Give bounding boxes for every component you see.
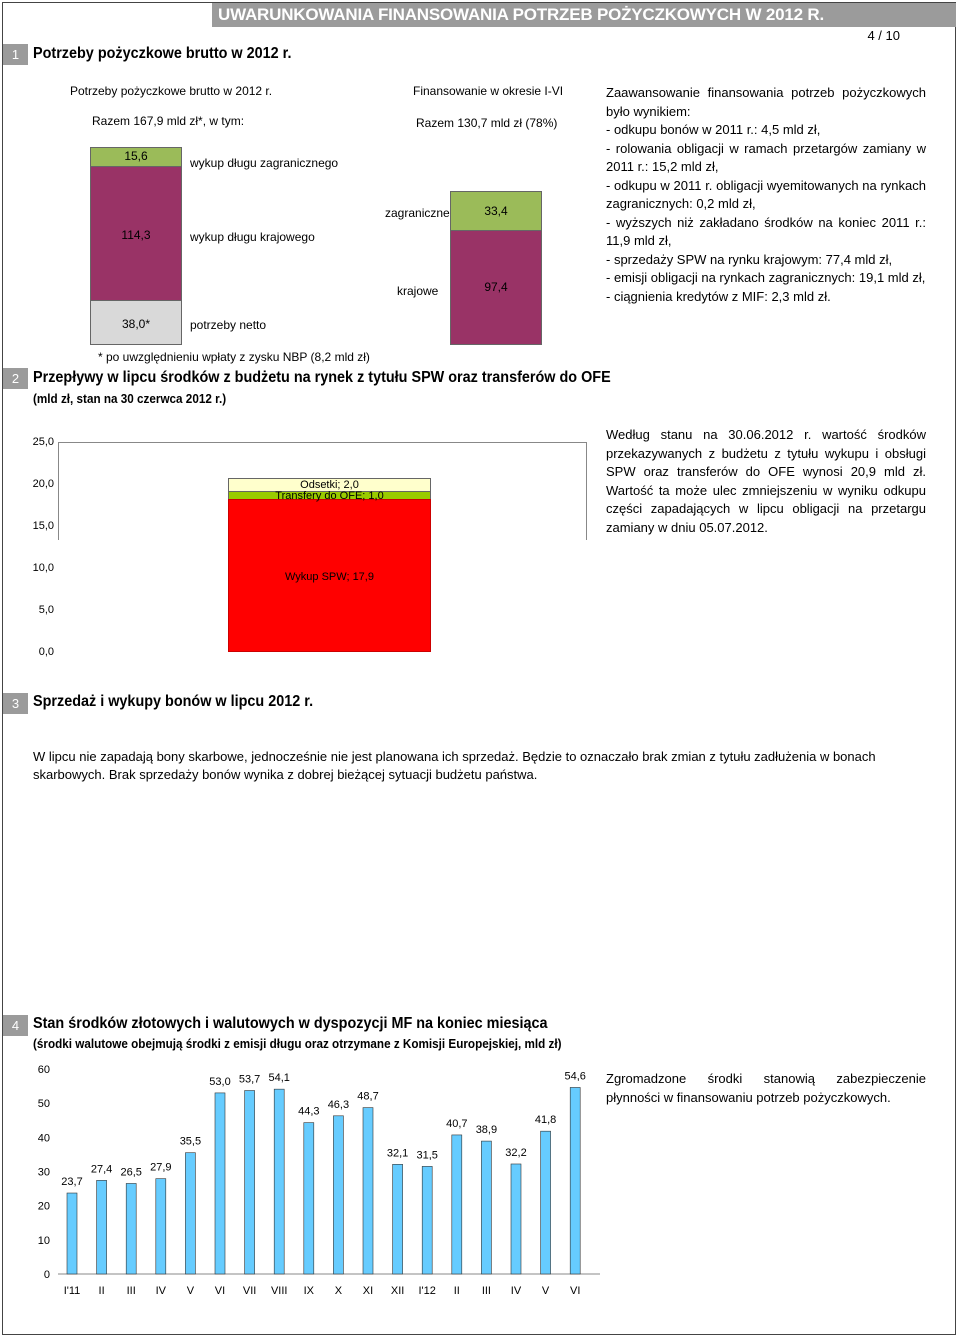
bar1-foreign-value: 15,6: [124, 149, 148, 163]
bar2-domestic-value: 97,4: [484, 280, 508, 294]
section-number-3: 3: [3, 693, 28, 714]
x-tick-label: XI: [362, 1285, 374, 1297]
bar2-foreign-value: 33,4: [484, 204, 508, 218]
page-number: 4 / 10: [867, 28, 900, 43]
spw-label: Wykup SPW; 17,9: [285, 571, 374, 583]
bar-value-label: 41,8: [534, 1114, 557, 1127]
bar: [363, 1108, 373, 1274]
bar-value-label: 31,5: [416, 1149, 438, 1162]
bar-value-label: 40,7: [446, 1117, 468, 1130]
x-tick-label: IV: [155, 1285, 167, 1297]
y-tick: 25,0: [32, 436, 54, 448]
side-line: - ciągnienia kredytów z MIF: 2,3 mld zł.: [606, 288, 831, 304]
y-tick-label: 10: [37, 1234, 50, 1247]
x-tick-label: III: [126, 1285, 136, 1297]
x-tick-label: II: [98, 1285, 105, 1297]
bar-value-label: 46,3: [327, 1098, 350, 1111]
sec1-side-text: [606, 84, 926, 306]
bar: [97, 1180, 107, 1274]
bar: [304, 1123, 314, 1274]
bar1-domestic-label: wykup długu krajowego: [190, 230, 315, 244]
chart2-caption: Finansowanie w okresie I-VI: [413, 84, 564, 98]
section-title-2: Przepływy w lipcu środków z budżetu na rynek z tytułu SPW oraz transferów do OFE: [33, 369, 611, 386]
bar1-domestic-value: 114,3: [121, 228, 151, 242]
bar-value-label: 48,7: [357, 1090, 379, 1103]
interest-label: Odsetki; 2,0: [300, 479, 359, 491]
x-tick-label: XII: [390, 1285, 405, 1297]
bar1-net-value: 38,0*: [121, 317, 151, 331]
side-line: - wyższych niż zakładano środków na koniec 2011 r.: 11,9 mld zł,: [606, 214, 926, 248]
x-tick-label: V: [186, 1285, 195, 1297]
bar-value-label: 53,0: [209, 1075, 231, 1088]
bar: [570, 1087, 580, 1274]
x-tick-label: II: [453, 1285, 460, 1297]
section-title-3: Sprzedaż i wykupy bonów w lipcu 2012 r.: [33, 693, 314, 710]
x-tick-label: VII: [242, 1285, 257, 1297]
bar: [126, 1183, 136, 1274]
bar: [245, 1091, 255, 1274]
bar-value-label: 54,1: [268, 1072, 290, 1085]
section-number-1: 1: [3, 44, 28, 65]
bar-value-label: 44,3: [298, 1105, 320, 1118]
bar-value-label: 27,9: [150, 1161, 172, 1174]
sec3-text: W lipcu nie zapadają bony skarbowe, jednocześnie nie jest planowana ich sprzedaż. Będzie to oznaczało brak zmian z tytułu zadłużenia w bonach skarbowych. Brak sprzedaży bonów wynika z dobrej bieżącej sytuacji budżetu państwa.: [33, 749, 876, 782]
y-tick: 15,0: [32, 520, 54, 532]
bar: [67, 1193, 77, 1274]
y-tick: 5,0: [38, 604, 54, 616]
bar: [215, 1093, 225, 1274]
bar-value-label: 38,9: [475, 1124, 498, 1137]
ofe-label: Transfery do OFE; 1,0: [275, 490, 384, 502]
bar: [185, 1153, 195, 1274]
bar: [422, 1166, 432, 1274]
bar1-net-label: potrzeby netto: [190, 318, 267, 332]
x-tick-label: I'11: [63, 1285, 81, 1297]
y-tick-label: 60: [37, 1064, 50, 1076]
sec4-side-text: Zgromadzone środki stanowią zabezpieczenie płynności w finansowaniu potrzeb pożyczkowych.: [606, 1071, 926, 1105]
sec2-side-text: Według stanu na 30.06.2012 r. wartość środków przekazywanych z budżetu z tytułu wykupu i obsługi SPW oraz transferów do OFE wynosi 20,9 mld zł. Wartość ta może ulec zmniejszeniu w wyniku odkupu części zapadających w lipcu obligacji na przetargu zamiany w dniu 05.07.2012.: [606, 427, 926, 535]
bar-value-label: 23,7: [61, 1176, 83, 1189]
header-bar: [212, 3, 956, 27]
bar: [452, 1135, 462, 1274]
x-tick-label: III: [481, 1285, 491, 1297]
bar-value-label: 35,5: [179, 1135, 202, 1148]
x-tick-label: IV: [510, 1285, 522, 1297]
side-line: Zaawansowanie finansowania potrzeb pożyczkowych było wynikiem:: [606, 85, 926, 119]
bar: [156, 1179, 166, 1274]
side-line: - odkupu w 2011 r. obligacji wyemitowanych na rynkach zagranicznych: 0,2 mld zł,: [606, 177, 926, 211]
x-tick-label: V: [541, 1285, 550, 1297]
y-tick: 0,0: [38, 646, 54, 658]
side-line: - rolowania obligacji w ramach przetargów zamiany w 2011 r.: 15,2 mld zł,: [606, 140, 926, 174]
bar-value-label: 32,2: [505, 1146, 527, 1159]
bar: [333, 1116, 343, 1274]
x-tick-label: VI: [569, 1285, 581, 1297]
bar: [481, 1141, 491, 1274]
section-number-2: 2: [3, 368, 28, 389]
y-tick-label: 0: [43, 1269, 50, 1281]
section-title-1: Potrzeby pożyczkowe brutto w 2012 r.: [33, 45, 292, 62]
x-tick-label: VIII: [270, 1285, 288, 1297]
x-tick-label: X: [334, 1285, 343, 1297]
side-line: - odkupu bonów w 2011 r.: 4,5 mld zł,: [606, 122, 821, 137]
y-tick-label: 30: [37, 1166, 50, 1179]
section-subtitle-4: (środki walutowe obejmują środki z emisji długu oraz otrzymane z Komisji Europejskiej, mld zł): [33, 1036, 562, 1051]
header-title: UWARUNKOWANIA FINANSOWANIA POTRZEB POŻYCZKOWYCH W 2012 R.: [218, 5, 824, 24]
bar: [274, 1089, 284, 1274]
chart1-total: Razem 167,9 mld zł*, w tym:: [92, 114, 245, 128]
chart2-total: Razem 130,7 mld zł (78%): [416, 116, 558, 130]
chart1-caption: Potrzeby pożyczkowe brutto w 2012 r.: [70, 84, 273, 98]
y-tick: 10,0: [32, 562, 54, 574]
section-number-4: 4: [3, 1015, 28, 1036]
bar2-foreign-label: zagraniczne: [385, 206, 450, 220]
y-tick-label: 50: [37, 1098, 50, 1111]
bar: [393, 1164, 403, 1274]
bar-value-label: 53,7: [238, 1073, 261, 1086]
section-title-4: Stan środków złotowych i walutowych w dyspozycji MF na koniec miesiąca: [33, 1015, 548, 1032]
y-tick: 20,0: [32, 478, 54, 490]
bar2-domestic-label: krajowe: [397, 284, 439, 298]
cash-balance-chart: [20, 1060, 600, 1300]
chart1-footnote: * po uwzględnieniu wpłaty z zysku NBP (8,2 mld zł): [98, 350, 370, 364]
side-line: - sprzedaży SPW na rynku krajowym: 77,4 mld zł,: [606, 251, 893, 267]
bar1-foreign-label: wykup długu zagranicznego: [190, 156, 339, 170]
y-tick-label: 40: [37, 1132, 50, 1145]
section-subtitle-2: (mld zł, stan na 30 czerwca 2012 r.): [33, 391, 227, 406]
bar-value-label: 54,6: [564, 1070, 586, 1083]
bar-value-label: 26,5: [120, 1166, 142, 1179]
y-tick-label: 20: [37, 1200, 50, 1213]
bar: [541, 1131, 551, 1274]
side-line: - emisji obligacji na rynkach zagranicznych: 19,1 mld zł,: [606, 270, 926, 285]
x-tick-label: I'12: [418, 1285, 436, 1297]
x-tick-label: IX: [303, 1285, 315, 1297]
bar-value-label: 32,1: [386, 1147, 409, 1160]
bar: [511, 1164, 521, 1274]
x-tick-label: VI: [214, 1285, 226, 1297]
bar-value-label: 27,4: [90, 1163, 113, 1176]
